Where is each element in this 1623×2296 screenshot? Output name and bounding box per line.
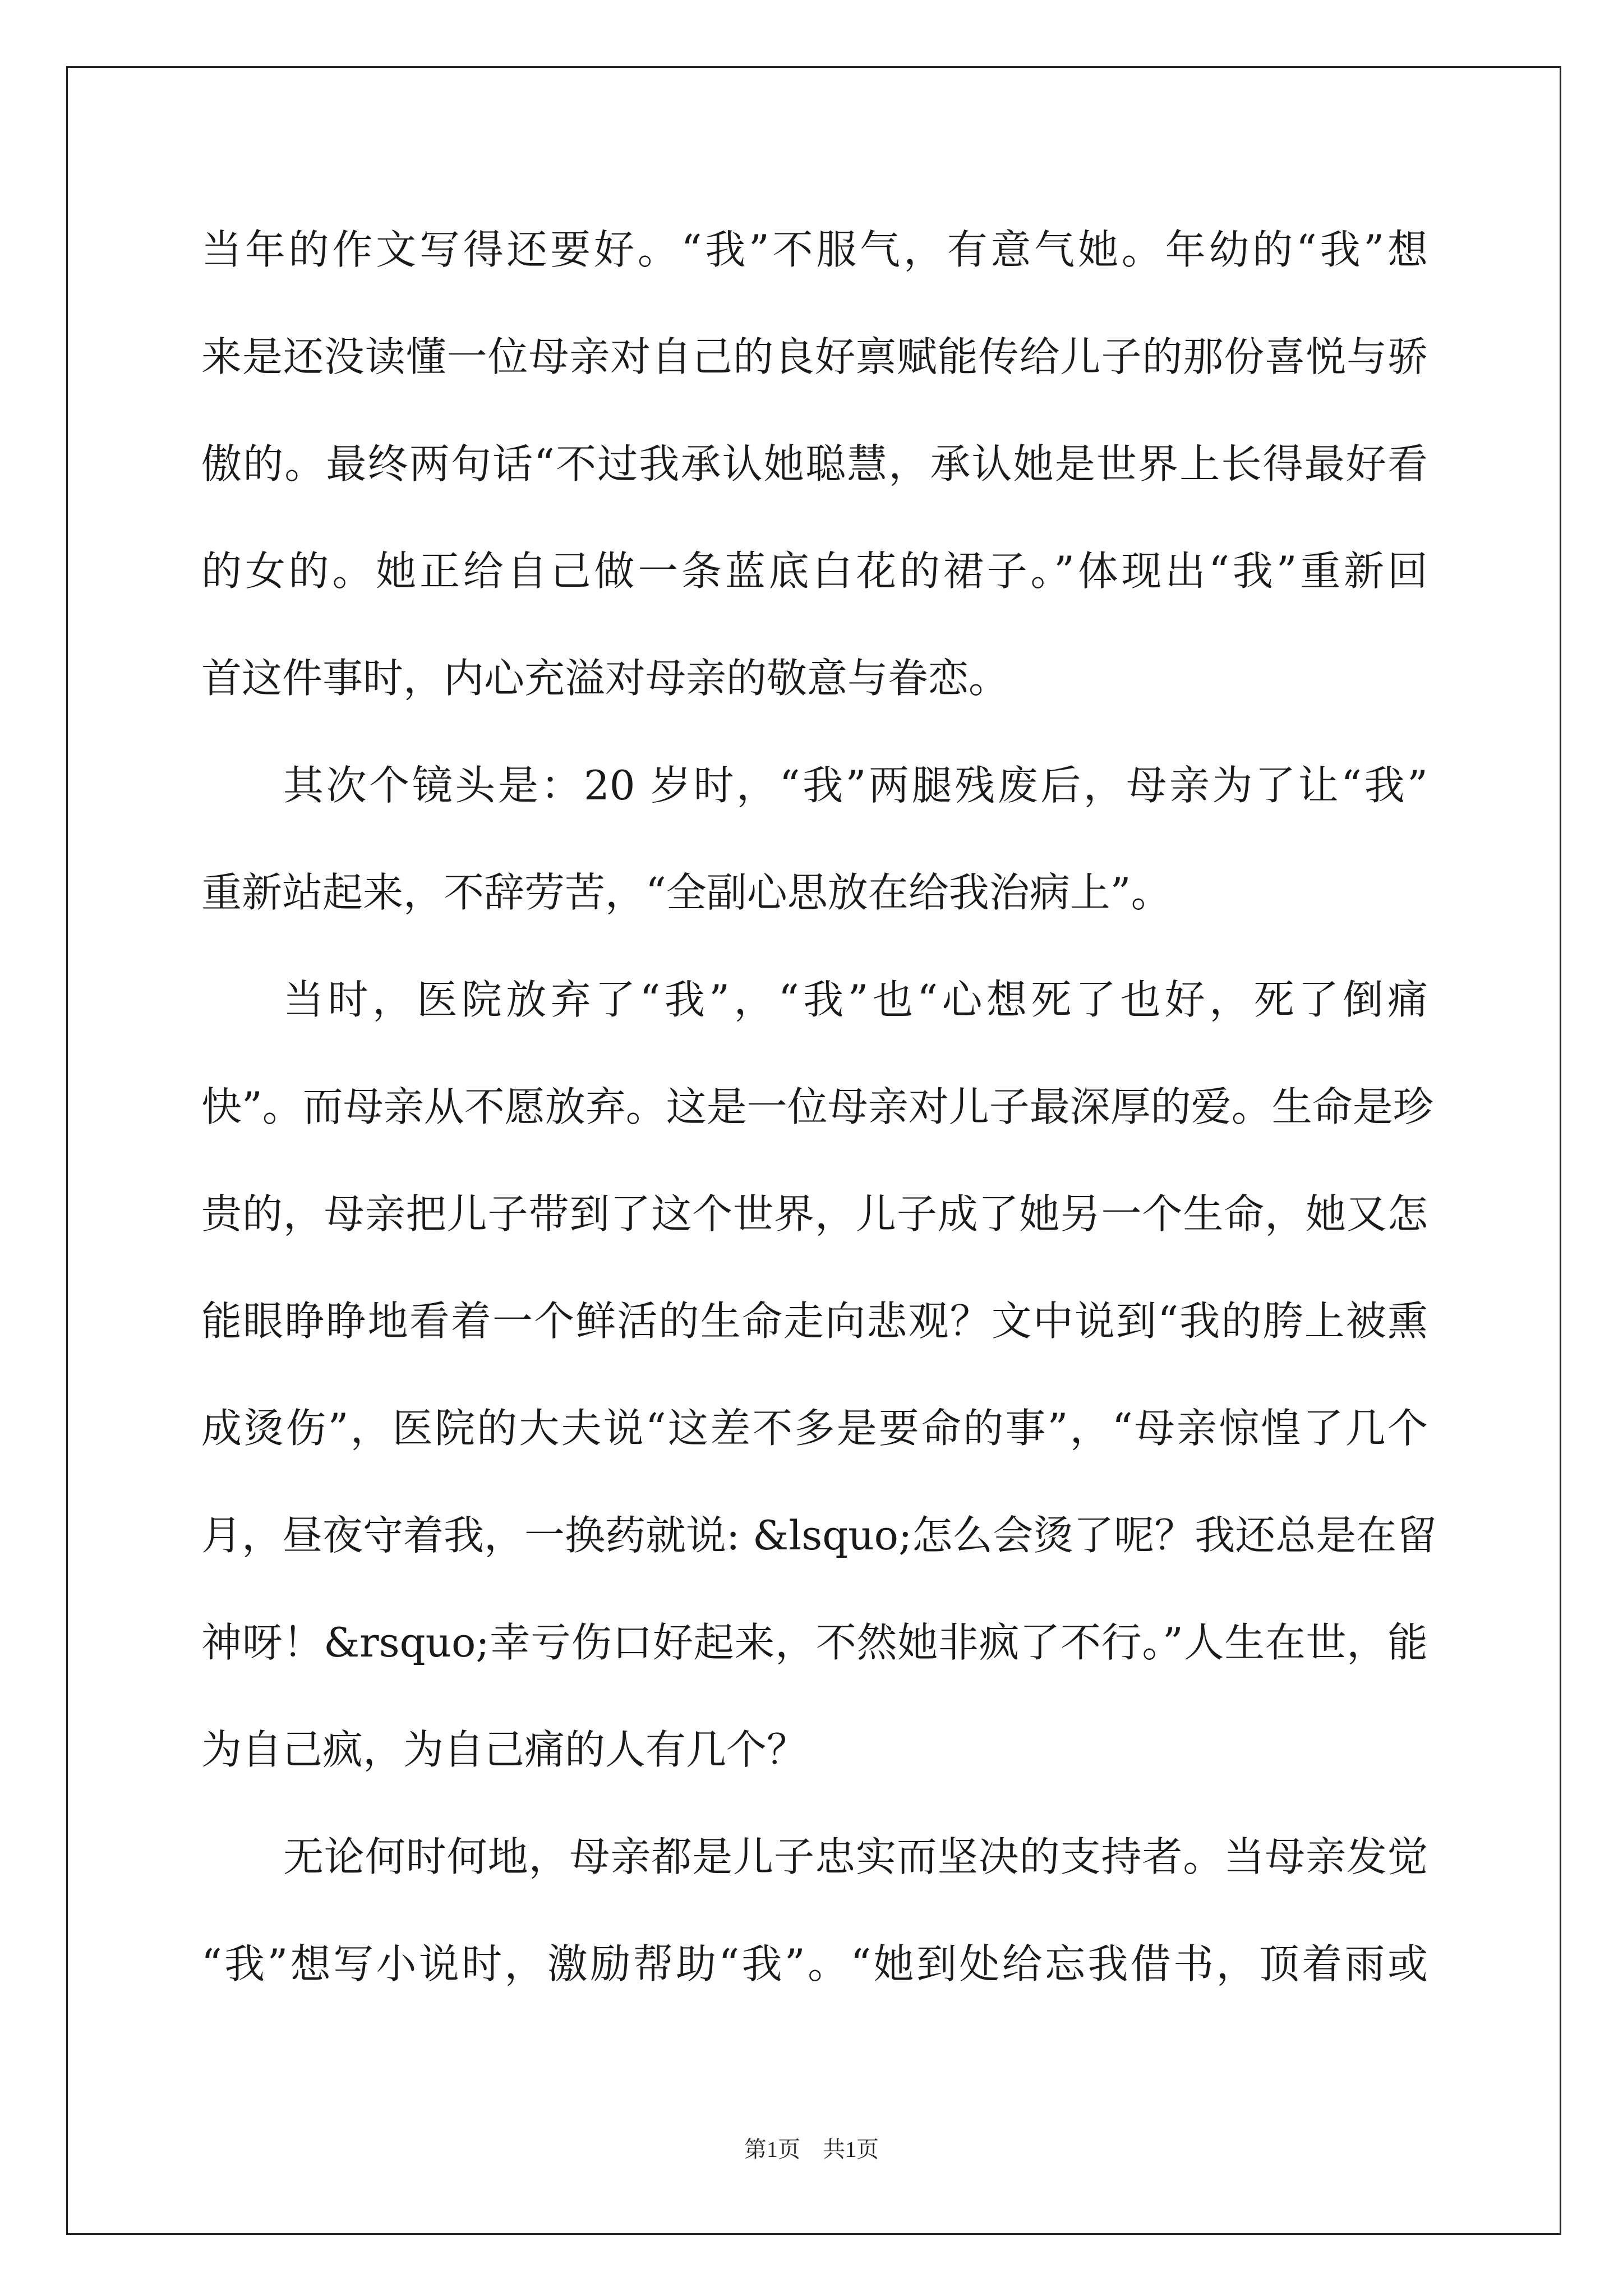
text-line: 能眼睁睁地看着一个鲜活的生命走向悲观？文中说到“我的胯上被熏 bbox=[201, 1297, 1428, 1345]
text-line: 其次个镜头是：20 岁时，“我”两腿残废后，母亲为了让“我” bbox=[283, 762, 1428, 809]
page-footer bbox=[0, 2134, 1623, 2165]
paragraph bbox=[201, 732, 1428, 946]
text-line: 快”。而母亲从不愿放弃。这是一位母亲对儿子最深厚的爱。生命是珍 bbox=[201, 1083, 1433, 1130]
text-line: 无论何时何地，母亲都是儿子忠实而坚决的支持者。当母亲发觉 bbox=[283, 1833, 1428, 1880]
page-count: 共1页 bbox=[823, 2137, 879, 2162]
text-line: 成烫伤”，医院的大夫说“这差不多是要命的事”，“母亲惊惶了几个 bbox=[201, 1405, 1428, 1452]
paragraph bbox=[201, 196, 1428, 732]
text-line: “我”想写小说时，激励帮助“我”。“她到处给忘我借书，顶着雨或 bbox=[201, 1940, 1428, 1987]
document-body bbox=[201, 196, 1437, 2018]
page-number: 第1页 bbox=[744, 2137, 800, 2162]
text-line: 月，昼夜守着我，一换药就说: &lsquo;怎么会烫了呢？我还总是在留 bbox=[201, 1512, 1437, 1559]
text-line: 来是还没读懂一位母亲对自己的良好禀赋能传给儿子的那份喜悦与骄 bbox=[201, 333, 1428, 380]
text-line: 首这件事时，内心充溢对母亲的敬意与眷恋。 bbox=[201, 655, 1009, 702]
text-line: 傲的。最终两句话“不过我承认她聪慧，承认她是世界上长得最好看 bbox=[201, 440, 1428, 487]
text-line: 的女的。她正给自己做一条蓝底白花的裙子。”体现出“我”重新回 bbox=[201, 547, 1428, 595]
text-line: 当年的作文写得还要好。“我”不服气，有意气她。年幼的“我”想 bbox=[201, 226, 1428, 273]
text-line: 当时，医院放弃了“我”，“我”也“心想死了也好，死了倒痛 bbox=[283, 976, 1428, 1023]
paragraph bbox=[201, 1803, 1428, 2018]
text-line: 贵的，母亲把儿子带到了这个世界，儿子成了她另一个生命，她又怎 bbox=[201, 1190, 1428, 1237]
text-line: 重新站起来，不辞劳苦，“全副心思放在给我治病上”。 bbox=[201, 869, 1172, 916]
text-line: 为自己疯，为自己痛的人有几个？ bbox=[201, 1726, 808, 1773]
paragraph bbox=[201, 946, 1437, 1803]
text-line: 神呀！&rsquo;幸亏伤口好起来，不然她非疯了不行。”人生在世，能 bbox=[201, 1619, 1428, 1666]
